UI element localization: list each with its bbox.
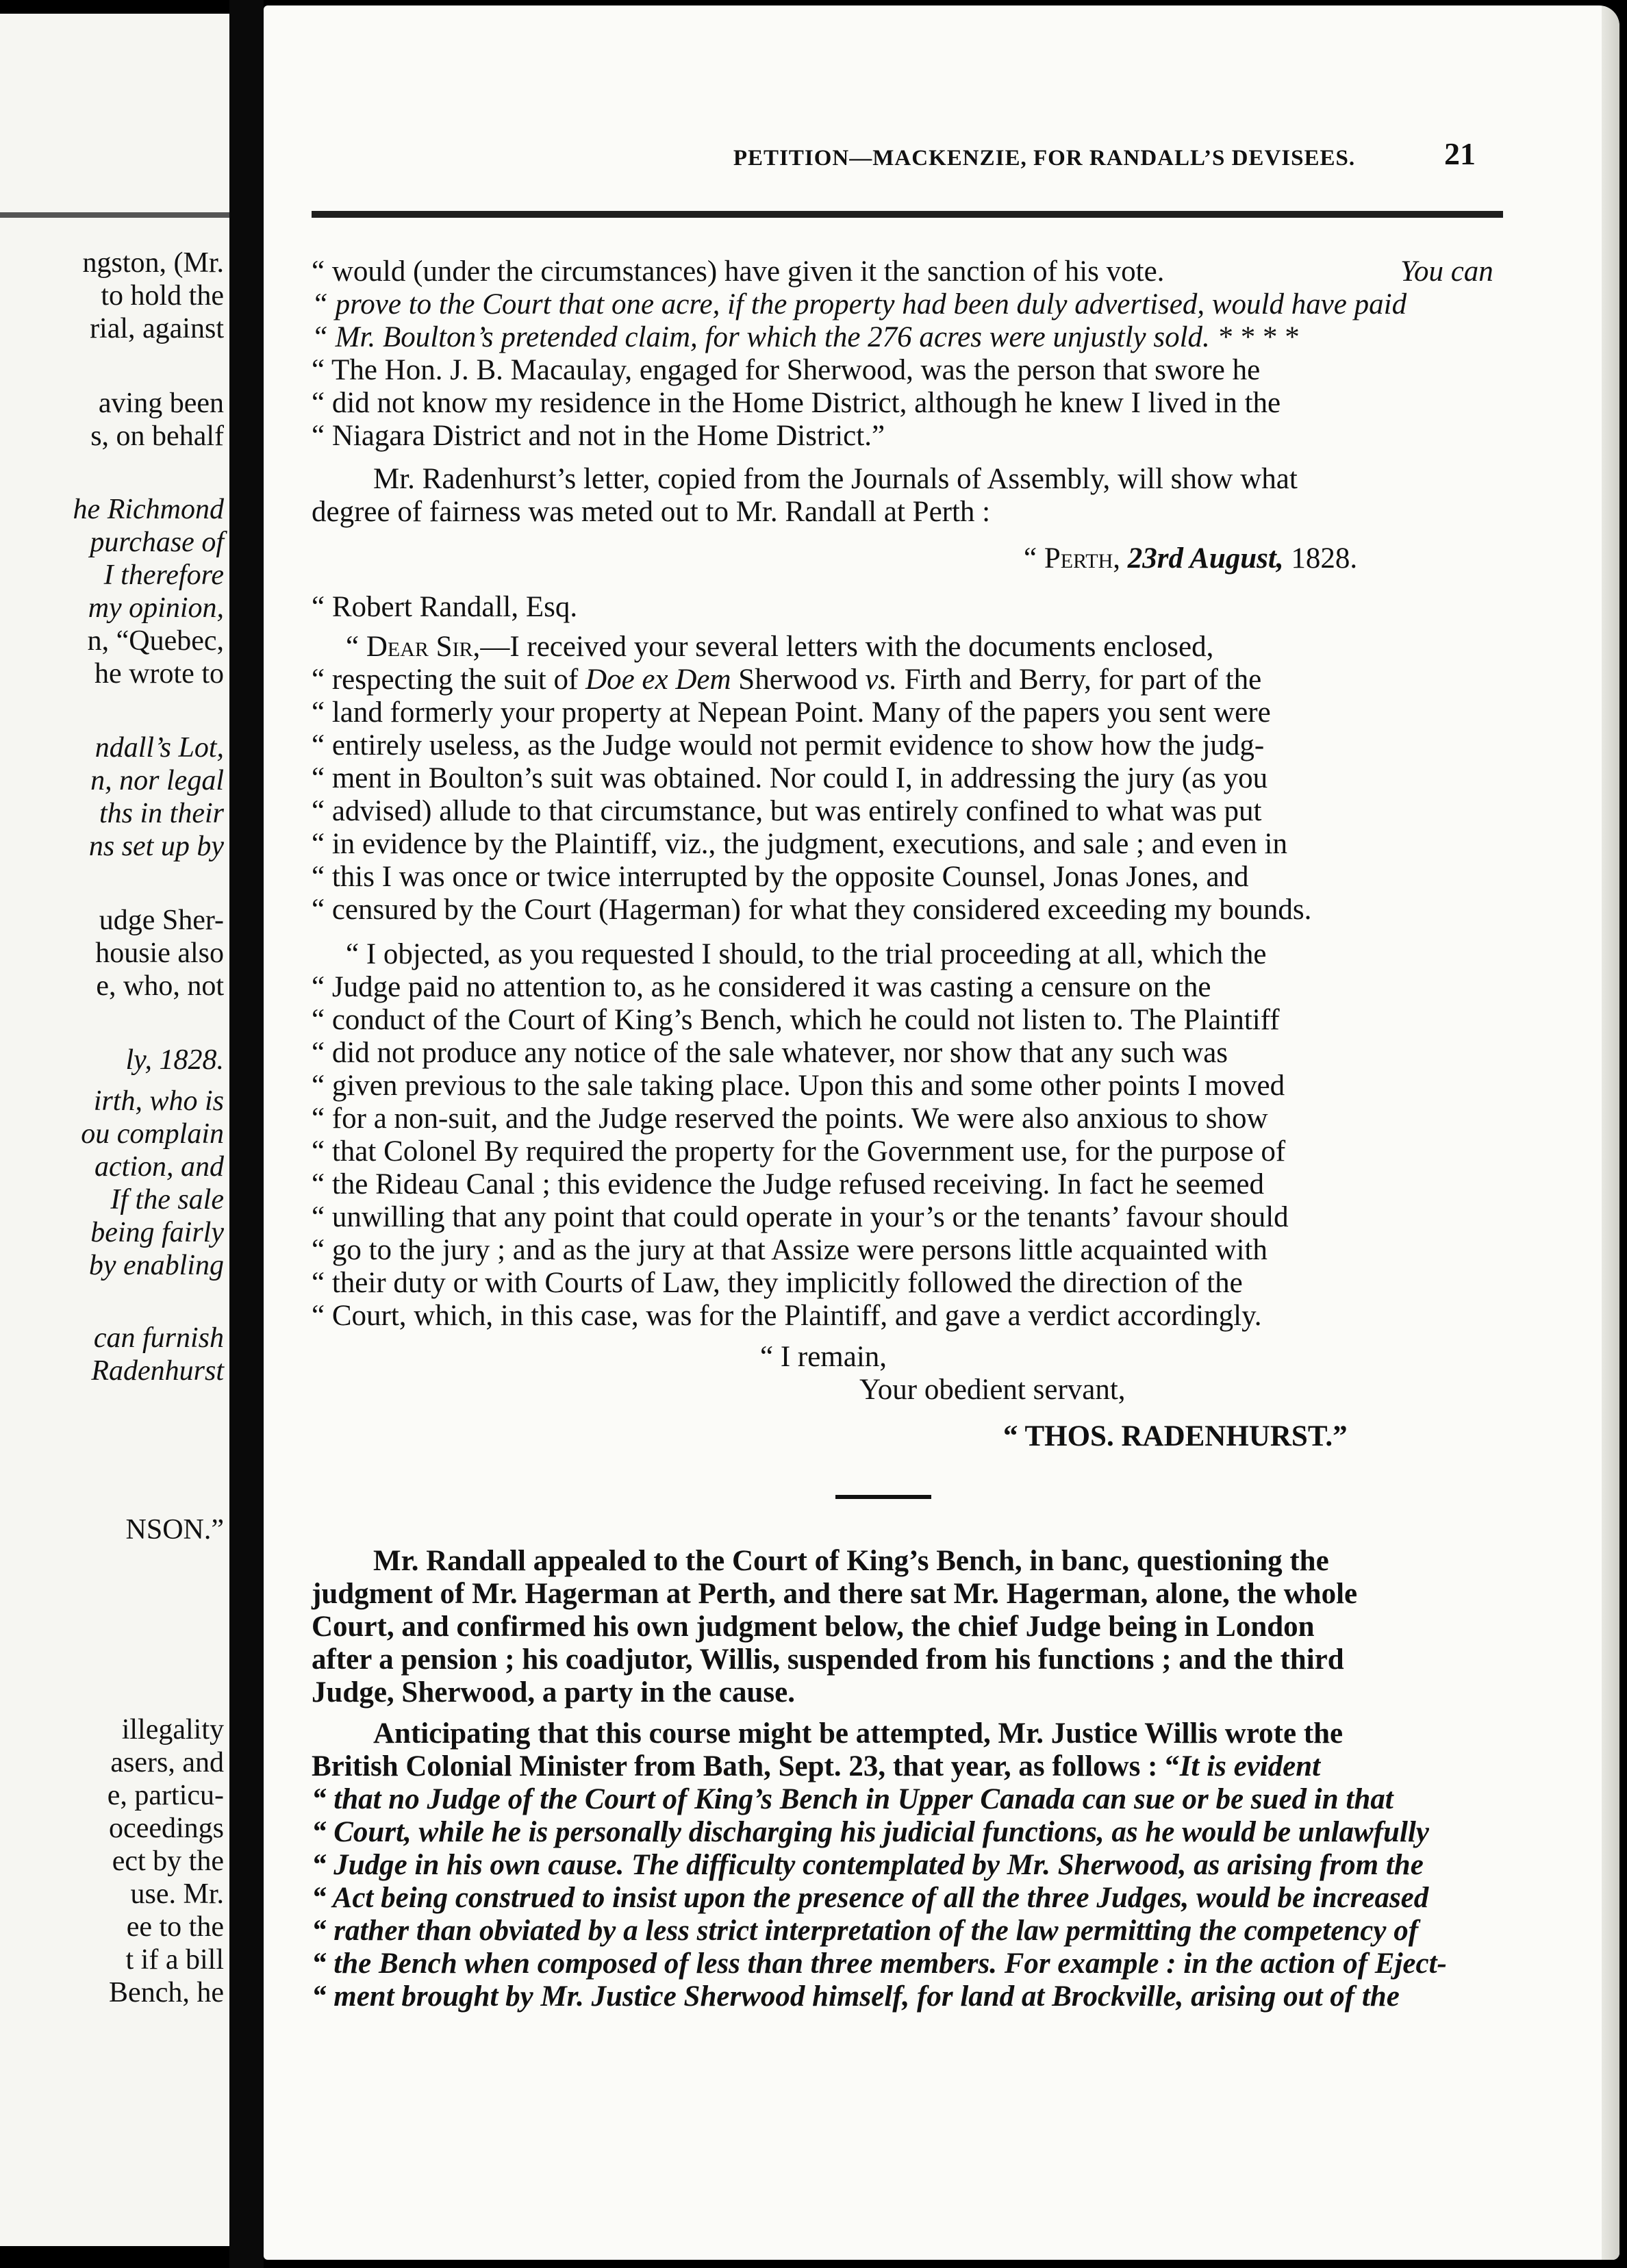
text-line: “ Judge in his own cause. The difficulty contemplated by Mr. Sherwood, as arising from the <box>312 1849 1424 1881</box>
text-line: “ Judge paid no attention to, as he considered it was casting a censure on the <box>312 971 1211 1003</box>
left-page-line: Radenhurst <box>91 1355 224 1387</box>
left-page-line: e, particu- <box>107 1780 224 1811</box>
left-page-line: ndall’s Lot, <box>94 732 224 764</box>
left-page-line: illegality <box>121 1714 224 1746</box>
left-page-line: I therefore <box>103 559 224 591</box>
section-separator <box>835 1495 931 1499</box>
text-line: Court, and confirmed his own judgment below, the chief Judge being in London <box>312 1611 1315 1643</box>
text-line: Judge, Sherwood, a party in the cause. <box>312 1676 795 1709</box>
left-page-line: udge Sher- <box>99 905 224 936</box>
left-page-line: ngston, (Mr. <box>82 247 224 279</box>
text-line: “ Niagara District and not in the Home District.” <box>312 420 885 452</box>
text-line: “ given previous to the sale taking place. Upon this and some other points I moved <box>312 1070 1285 1102</box>
left-page-line: ee to the <box>126 1911 224 1943</box>
left-page-line: If the sale <box>110 1184 224 1215</box>
left-page-line: asers, and <box>110 1747 224 1778</box>
left-page-line: oceedings <box>109 1813 224 1844</box>
text-line: “ The Hon. J. B. Macaulay, engaged for Sherwood, was the person that swore he <box>312 354 1261 386</box>
left-page-line: use. Mr. <box>130 1878 224 1910</box>
left-page-line: n, nor legal <box>90 765 224 796</box>
left-page-line: irth, who is <box>93 1085 224 1117</box>
page-number: 21 <box>1444 136 1476 171</box>
letter-closing: “ I remain, <box>760 1341 887 1373</box>
text-line: “ in evidence by the Plaintiff, viz., the judgment, executions, and sale ; and even in <box>312 828 1287 860</box>
text-line: “ would (under the circumstances) have given it the sanction of his vote. You can <box>312 255 1493 288</box>
text-line: “ their duty or with Courts of Law, they implicitly followed the direction of the <box>312 1267 1243 1299</box>
left-page-line: ou complain <box>81 1118 224 1150</box>
book-gutter <box>229 0 264 2268</box>
page-edge-shadow <box>1602 5 1619 2260</box>
text-line: “ Court, while he is personally discharging his judicial functions, as he would be unlawfully <box>312 1816 1429 1848</box>
letter-salutation: “ Robert Randall, Esq. <box>312 591 578 623</box>
left-page-line: Bench, he <box>109 1977 224 2008</box>
text-line: “ prove to the Court that one acre, if the property had been duly advertised, would have paid <box>312 288 1407 320</box>
main-page <box>264 5 1619 2260</box>
text-line: “ Court, which, in this case, was for the Plaintiff, and gave a verdict accordingly. <box>312 1300 1262 1332</box>
text-line: “ rather than obviated by a less strict interpretation of the law permitting the competency of <box>312 1915 1419 1947</box>
text-line: “ the Rideau Canal ; this evidence the Judge refused receiving. In fact he seemed <box>312 1168 1264 1200</box>
left-page-line: rial, against <box>90 313 224 344</box>
left-page-line: by enabling <box>88 1250 224 1281</box>
left-page-line: to hold the <box>101 280 224 312</box>
text-line: degree of fairness was meted out to Mr. Randall at Perth : <box>312 496 991 528</box>
text-line: “ that Colonel By required the property for the Government use, for the purpose of <box>312 1135 1286 1168</box>
text-line: “ for a non-suit, and the Judge reserved the points. We were also anxious to show <box>312 1102 1268 1135</box>
left-page-line: n, “Quebec, <box>87 625 224 657</box>
text-line: Anticipating that this course might be attempted, Mr. Justice Willis wrote the <box>373 1717 1344 1750</box>
left-page-line: being fairly <box>90 1217 224 1248</box>
left-page-line: ths in their <box>99 798 224 829</box>
left-page-line: t if a bill <box>125 1944 224 1976</box>
left-page-line: purchase of <box>90 527 224 558</box>
left-page-line: s, on behalf <box>90 420 224 452</box>
text-line: “ the Bench when composed of less than three members. For example : in the action of Eject- <box>312 1948 1447 1980</box>
letter-closing: Your obedient servant, <box>859 1374 1126 1406</box>
text-line: “ respecting the suit of Doe ex Dem Sherwood vs. Firth and Berry, for part of the <box>312 664 1262 696</box>
left-page-line: ly, 1828. <box>125 1044 224 1076</box>
dateline-place: “ Perth, <box>1024 542 1121 575</box>
text-line: after a pension ; his coadjutor, Willis, suspended from his functions ; and the third <box>312 1643 1344 1676</box>
left-page-line: he wrote to <box>94 658 224 690</box>
left-page-rule <box>0 212 229 218</box>
text-line: “ unwilling that any point that could operate in your’s or the tenants’ favour should <box>312 1201 1289 1233</box>
left-page-line: aving been <box>98 388 224 419</box>
left-page-line: my opinion, <box>88 592 224 624</box>
left-page-line: ect by the <box>112 1845 224 1877</box>
text-line: British Colonial Minister from Bath, Sept. 23, that year, as follows : “It is evident <box>312 1750 1321 1782</box>
dateline-year: 1828. <box>1291 542 1358 575</box>
left-page-line: NSON.” <box>125 1514 224 1546</box>
text-line: “ censured by the Court (Hagerman) for what they considered exceeding my bounds. <box>312 894 1312 926</box>
left-page-line: can furnish <box>93 1322 224 1354</box>
text-line: “ entirely useless, as the Judge would not permit evidence to show how the judg- <box>312 729 1265 761</box>
text-line: judgment of Mr. Hagerman at Perth, and there sat Mr. Hagerman, alone, the whole <box>312 1578 1358 1610</box>
text-line: “ land formerly your property at Nepean Point. Many of the papers you sent were <box>312 696 1271 729</box>
text-line: “ go to the jury ; and as the jury at that Assize were persons little acquainted with <box>312 1234 1267 1266</box>
text-line: “ ment brought by Mr. Justice Sherwood himself, for land at Brockville, arising out of the <box>312 1980 1400 2013</box>
letter-dateline <box>1024 542 1357 575</box>
text-line: “ conduct of the Court of King’s Bench, which he could not listen to. The Plaintiff <box>312 1004 1280 1036</box>
left-page-line: action, and <box>94 1151 224 1183</box>
letter-signature: “ THOS. RADENHURST.” <box>1003 1420 1348 1452</box>
dateline-date: 23rd August, <box>1127 542 1284 575</box>
left-page-line: he Richmond <box>73 494 224 525</box>
text-line: Mr. Randall appealed to the Court of King’s Bench, in banc, questioning the <box>373 1545 1329 1577</box>
text-line: “ did not know my residence in the Home District, although he knew I lived in the <box>312 387 1281 419</box>
text-line: “ Mr. Boulton’s pretended claim, for which the 276 acres were unjustly sold. * * * * <box>312 321 1298 353</box>
text-line: “ that no Judge of the Court of King’s Bench in Upper Canada can sue or be sued in that <box>312 1783 1393 1815</box>
left-page-line: ns set up by <box>88 831 224 862</box>
running-title: PETITION—MACKENZIE, FOR RANDALL’S DEVISEES. <box>733 146 1356 171</box>
left-page-line: e, who, not <box>96 970 224 1002</box>
text-line: “ Act being construed to insist upon the presence of all the three Judges, would be increased <box>312 1882 1429 1914</box>
text-line: “ I objected, as you requested I should, to the trial proceeding at all, which the <box>346 938 1267 970</box>
text-line: “ Dear Sir,—I received your several letters with the documents enclosed, <box>346 631 1214 663</box>
text-line: “ ment in Boulton’s suit was obtained. Nor could I, in addressing the jury (as you <box>312 762 1268 794</box>
left-page-fragment <box>0 14 232 2246</box>
text-line: “ did not produce any notice of the sale whatever, nor show that any such was <box>312 1037 1228 1069</box>
left-page-line: housie also <box>95 937 224 969</box>
text-line: Mr. Radenhurst’s letter, copied from the Journals of Assembly, will show what <box>373 463 1298 495</box>
header-rule <box>312 211 1503 218</box>
text-line: “ advised) allude to that circumstance, but was entirely confined to what was put <box>312 795 1262 827</box>
text-line: “ this I was once or twice interrupted by the opposite Counsel, Jonas Jones, and <box>312 861 1249 893</box>
